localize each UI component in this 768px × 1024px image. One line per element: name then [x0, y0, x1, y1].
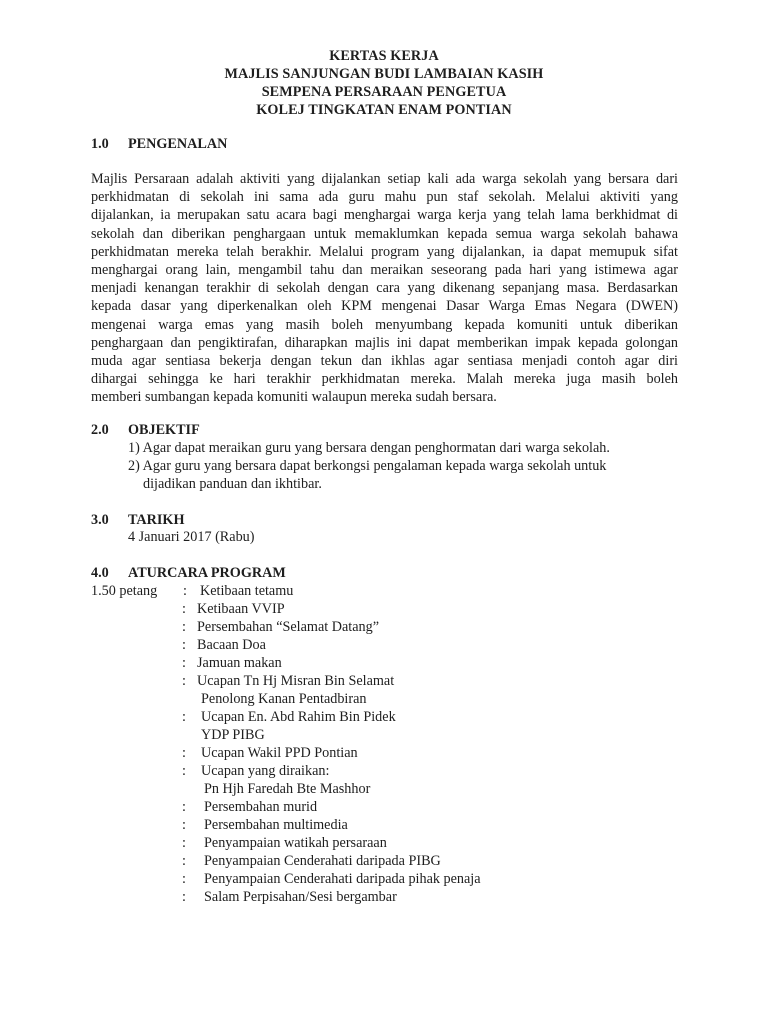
program-item-continuation: Pn Hjh Faredah Bte Mashhor: [204, 781, 371, 797]
program-colon: :: [182, 835, 186, 851]
title-line-3: SEMPENA PERSARAAN PENGETUA: [261, 84, 507, 100]
section-2-title: OBJEKTIF: [128, 422, 200, 438]
section-3-number: 3.0: [91, 512, 109, 528]
program-item: Penyampaian watikah persaraan: [204, 835, 387, 851]
paragraph-line: sekolah dan diberikan penghargaan untuk memaklumkan kepada semua warga sekolah bahawa: [91, 225, 678, 242]
paragraph-line: perkhidmatan di sekolah ini sama ada guru mahu pun staf sekolah. Melalui aktiviti yang: [91, 189, 678, 206]
program-colon: :: [182, 673, 186, 689]
program-colon: :: [182, 637, 186, 653]
section-4-title: ATURCARA PROGRAM: [128, 565, 286, 581]
objective-item-2: 2) Agar guru yang bersara dapat berkongsi pengalaman kepada warga sekolah untuk: [128, 458, 607, 475]
program-date: 4 Januari 2017 (Rabu): [128, 529, 255, 545]
section-3-heading: [91, 511, 185, 529]
program-colon: :: [182, 889, 186, 905]
program-colon: :: [182, 745, 186, 761]
objective-list: [128, 439, 610, 494]
program-item: Salam Perpisahan/Sesi bergambar: [204, 889, 397, 905]
section-1-title: PENGENALAN: [128, 136, 228, 152]
program-item: Penyampaian Cenderahati daripada PIBG: [204, 853, 441, 869]
program-colon: :: [182, 601, 186, 617]
title-line-4: KOLEJ TINGKATAN ENAM PONTIAN: [256, 102, 512, 118]
section-1-heading: [91, 135, 227, 153]
program-item: Ucapan En. Abd Rahim Bin Pidek: [201, 709, 396, 725]
paragraph-line: menghargai orang lain, mengambil tahu dan meraikan seseorang pada hari yang istimewa agar: [91, 261, 678, 278]
program-time: 1.50 petang: [91, 583, 158, 599]
program-item: Persembahan “Selamat Datang”: [197, 619, 379, 635]
paragraph-line: Majlis Persaraan adalah aktiviti yang dijalankan setiap kali ada warga sekolah yang bersara dari: [91, 171, 678, 187]
program-item: Ucapan yang diraikan:: [201, 763, 330, 779]
program-colon: :: [182, 709, 186, 725]
program-colon: :: [182, 619, 186, 635]
paragraph-line: dijalankan, ia merupakan satu acara bagi menghargai warga kerja yang telah lama berkhidmat di: [91, 207, 678, 224]
program-colon: :: [182, 655, 186, 671]
program-item: Bacaan Doa: [197, 637, 266, 653]
document-title: [0, 47, 768, 119]
paragraph-line: menjadi kenangan terakhir di sekolah dengan cara yang dikenang sepanjang masa. Berdasarkan: [91, 280, 678, 297]
program-item: Ketibaan tetamu: [200, 583, 294, 599]
paragraph-line: mengenai warga emas yang masih boleh menyumbang kepada komuniti untuk diberikan: [91, 316, 678, 333]
objective-item-1: 1) Agar dapat meraikan guru yang bersara dengan penghormatan dari warga sekolah.: [128, 440, 610, 456]
paragraph-line: muda agar sentiasa bekerja dengan tekun dan ikhlas agar sentiasa menjadi contoh agar diri: [91, 352, 678, 369]
section-4-number: 4.0: [91, 565, 109, 581]
objective-item-2-continuation: dijadikan panduan dan ikhtibar.: [143, 476, 322, 493]
section-2-number: 2.0: [91, 422, 109, 438]
program-colon: :: [182, 799, 186, 815]
program-colon: :: [182, 853, 186, 869]
paragraph-line: penghargaan dan pengiktirafan, diharapkan majlis ini dapat memberikan impak kepada golongan: [91, 334, 678, 351]
program-colon: :: [182, 763, 186, 779]
program-item: Ucapan Tn Hj Misran Bin Selamat: [197, 673, 395, 689]
section-3-title: TARIKH: [128, 512, 185, 528]
program-item: Persembahan murid: [204, 799, 318, 815]
program-item: Penyampaian Cenderahati daripada pihak penaja: [204, 871, 481, 887]
program-colon: :: [183, 583, 187, 599]
program-item: Ucapan Wakil PPD Pontian: [201, 745, 358, 761]
program-item: Jamuan makan: [197, 655, 282, 671]
title-line-1: KERTAS KERJA: [329, 48, 439, 64]
program-colon: :: [182, 817, 186, 833]
program-colon: :: [182, 871, 186, 887]
program-item: Persembahan multimedia: [204, 817, 348, 833]
program-item: Ketibaan VVIP: [197, 601, 285, 617]
section-2-heading: [91, 421, 200, 439]
section-1-number: 1.0: [91, 136, 109, 152]
paragraph-line: kepada dasar yang diperkenalkan oleh KPM mengenai Dasar Warga Emas Negara (DWEN): [91, 298, 678, 315]
section-4-heading: [91, 564, 286, 582]
program-item-continuation: Penolong Kanan Pentadbiran: [201, 691, 367, 707]
program-item-continuation: YDP PIBG: [201, 727, 265, 743]
paragraph-line: memberi sumbangan kepada komuniti walaupun mereka sudah bersara.: [91, 389, 497, 406]
paragraph-line: dihargai sehingga ke hari terakhir perkhidmatan mereka. Malah mereka juga masih boleh: [91, 371, 678, 388]
introduction-paragraph: [91, 170, 678, 406]
paragraph-line: perkhidmatan mereka telah berakhir. Melalui program yang dijalankan, ia dapat memupuk sifat: [91, 243, 678, 260]
title-line-2: MAJLIS SANJUNGAN BUDI LAMBAIAN KASIH: [224, 66, 544, 82]
